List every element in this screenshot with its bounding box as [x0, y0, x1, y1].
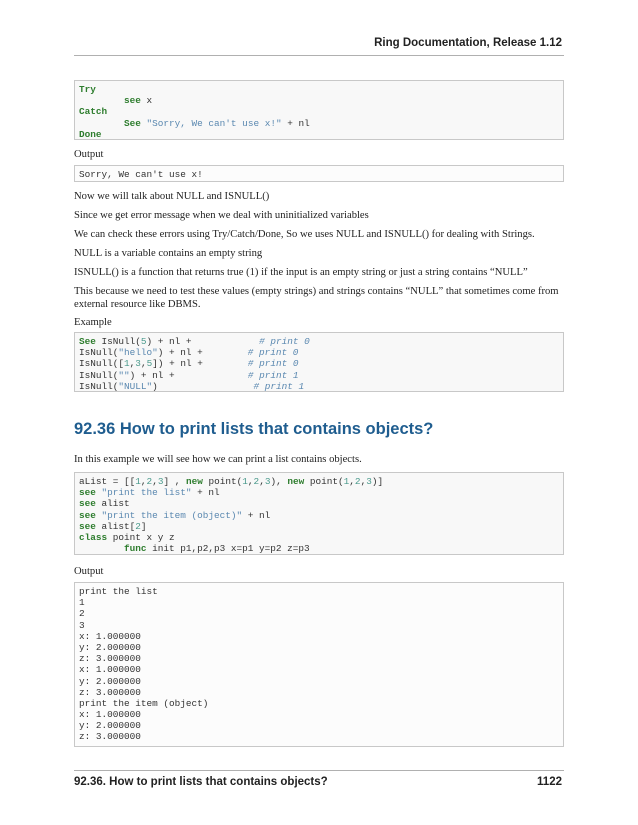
code-text: + nl [242, 509, 271, 521]
paragraph: This because we need to test these values (empty strings) and strings contains “NULL” that sometimes come from external resource like DBMS. [74, 286, 559, 310]
output-line: Sorry, We can't use x! [79, 169, 203, 180]
code-text: x [140, 95, 153, 107]
code-block-try-catch [74, 80, 564, 140]
number-literal: 3 [366, 476, 372, 487]
number-literal: 5 [140, 336, 147, 347]
paragraph: NULL is a variable contains an empty string [74, 248, 263, 259]
output-line: x: 1.000000 [79, 709, 141, 721]
keyword: Try [79, 84, 96, 95]
code-text: alist [95, 498, 130, 510]
section-intro: In this example we will see how we can print a list contains objects. [74, 454, 362, 465]
code-text: IsNull( [79, 347, 119, 359]
output-label: Output [74, 566, 104, 577]
number-literal: 2 [354, 476, 361, 487]
number-literal: 3 [157, 476, 164, 487]
string-literal: "print the list" [95, 487, 192, 499]
code-text: , [259, 476, 265, 487]
code-text: IsNull([ [79, 358, 125, 370]
output-line: x: 1.000000 [79, 630, 141, 642]
code-text: point( [304, 476, 344, 487]
output-label: Output [74, 149, 104, 160]
output-line: 1 [79, 597, 85, 609]
code-text: ]) + nl + [152, 358, 248, 370]
number-literal: 2 [146, 476, 153, 487]
keyword: class [79, 531, 108, 543]
string-literal: "NULL" [118, 380, 153, 392]
comment: # print 0 [247, 358, 299, 370]
keyword: Catch [79, 106, 108, 118]
code-text: , [129, 358, 136, 370]
code-text: , [349, 476, 355, 487]
section-heading: 92.36 How to print lists that contains objects? [74, 420, 434, 438]
code-text: + nl [281, 117, 310, 129]
code-text: , [140, 358, 147, 370]
output-line: x: 1.000000 [79, 664, 141, 676]
code-text: IsNull( [79, 369, 119, 381]
example-label: Example [74, 317, 112, 328]
output-block-list [74, 582, 564, 747]
header-divider [74, 55, 564, 56]
number-literal: 2 [253, 476, 260, 487]
keyword: func [124, 543, 147, 555]
string-literal: "Sorry, We can't use x!" [146, 117, 282, 129]
number-literal: 5 [146, 358, 153, 370]
code-text: ] , [163, 476, 186, 487]
keyword: see [79, 487, 96, 499]
keyword: see [124, 95, 141, 107]
paragraph: Now we will talk about NULL and ISNULL() [74, 191, 270, 202]
code-text: point( [202, 476, 243, 487]
code-text: point x y z [107, 531, 175, 543]
comment: # print 0 [259, 336, 310, 347]
output-line: 2 [79, 608, 85, 620]
output-block-error [74, 165, 564, 182]
paragraph: Since we get error message when we deal with uninitialized variables [74, 210, 369, 221]
comment: # print 1 [247, 369, 299, 381]
number-literal: 1 [242, 476, 248, 487]
number-literal: 3 [135, 358, 141, 370]
keyword: new [185, 476, 203, 487]
paragraph: We can check these errors using Try/Catch/Done, So we uses NULL and ISNULL() for dealing with Strings. [74, 229, 535, 240]
number-literal: 1 [343, 476, 350, 487]
number-literal: 2 [135, 520, 141, 532]
string-literal: "hello" [118, 347, 158, 359]
code-text: , [247, 476, 254, 487]
number-literal: 3 [264, 476, 271, 487]
code-text: ), [270, 476, 288, 487]
code-text: ) + nl + [129, 369, 248, 381]
output-line: z: 3.000000 [79, 731, 141, 743]
code-text: init p1,p2,p3 x=p1 y=p2 z=p3 [146, 543, 310, 555]
code-text: alist[ [95, 520, 136, 532]
code-indent [79, 543, 124, 554]
keyword: see [79, 509, 96, 521]
keyword: see [79, 520, 96, 532]
output-line: print the list [79, 586, 158, 597]
keyword: see [79, 498, 96, 510]
code-text: + nl [191, 487, 220, 499]
code-text: ] [140, 520, 147, 532]
code-text: , [140, 476, 147, 487]
output-line: z: 3.000000 [79, 653, 141, 665]
output-line: y: 2.000000 [79, 641, 141, 653]
code-text: ) [152, 380, 254, 392]
output-line: 3 [79, 619, 85, 631]
keyword: See [124, 117, 141, 129]
output-line: y: 2.000000 [79, 720, 141, 732]
code-text: ) + nl + [157, 347, 248, 359]
code-text: )] [371, 476, 384, 487]
code-block-isnull [74, 332, 564, 392]
comment: # print 0 [247, 347, 299, 359]
code-block-list-objects [74, 472, 564, 555]
running-header-title: Ring Documentation, Release 1.12 [374, 37, 562, 49]
number-literal: 1 [124, 358, 130, 370]
code-text: IsNull( [95, 336, 141, 347]
string-literal: "print the item (object)" [95, 509, 243, 521]
keyword: See [79, 336, 96, 347]
comment: # print 1 [253, 380, 305, 392]
string-literal: "" [118, 369, 130, 381]
footer-page-number: 1122 [537, 776, 562, 788]
footer-section-title: 92.36. How to print lists that contains objects? [74, 776, 328, 788]
keyword: Done [79, 128, 102, 140]
output-line: y: 2.000000 [79, 675, 141, 687]
code-text: IsNull( [79, 380, 119, 392]
code-text: ) + nl + [146, 336, 260, 347]
paragraph: ISNULL() is a function that returns true (1) if the input is an empty string or just a string contains “NULL” [74, 267, 528, 278]
code-text: , [360, 476, 367, 487]
output-line: print the item (object) [79, 697, 209, 709]
output-line: z: 3.000000 [79, 686, 141, 698]
footer-divider [74, 770, 564, 771]
code-text: , [152, 476, 158, 487]
number-literal: 1 [135, 476, 141, 487]
keyword: new [287, 476, 305, 487]
code-text: aList = [[ [79, 476, 136, 487]
